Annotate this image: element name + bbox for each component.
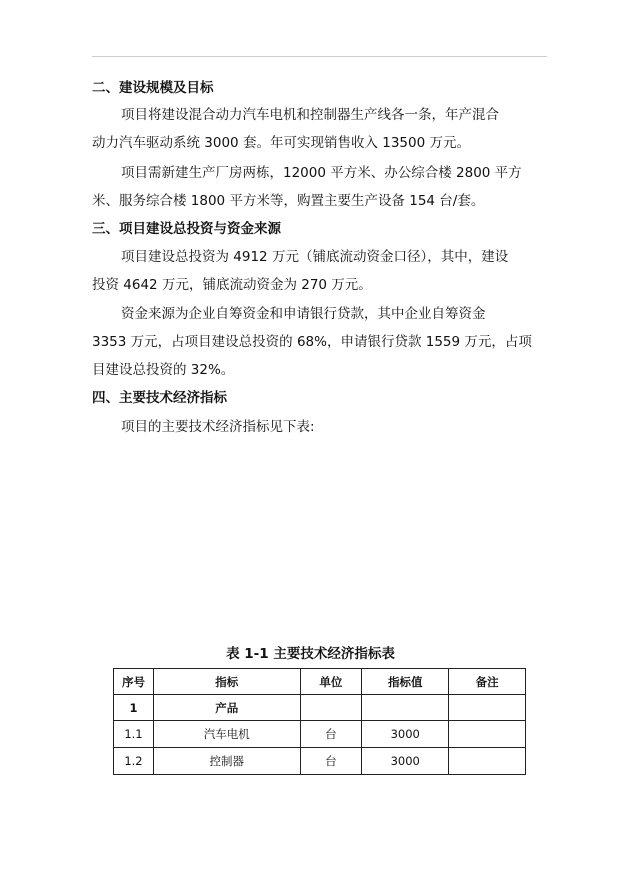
cell-unit: 台 bbox=[300, 721, 362, 748]
table-row bbox=[114, 748, 526, 775]
table-header-row bbox=[114, 669, 526, 695]
header-indicator: 指标 bbox=[153, 669, 300, 695]
section-3-para-2-line-3: 目建设总投资的 32%。 bbox=[92, 362, 235, 378]
cell-unit bbox=[300, 695, 362, 721]
header-value: 指标值 bbox=[362, 669, 449, 695]
header-remark: 备注 bbox=[449, 669, 526, 695]
section-4-heading: 四、主要技术经济指标 bbox=[92, 390, 227, 406]
section-3-para-1-line-2: 投资 4642 万元，铺底流动资金为 270 万元。 bbox=[92, 277, 372, 293]
header-rule bbox=[92, 56, 547, 57]
indicators-table bbox=[113, 668, 526, 775]
section-3-para-2-line-1: 资金来源为企业自筹资金和申请银行贷款，其中企业自筹资金 bbox=[121, 306, 486, 322]
section-3-para-1-line-1: 项目建设总投资为 4912 万元（铺底流动资金口径），其中，建设 bbox=[121, 249, 509, 265]
cell-seq: 1.2 bbox=[114, 748, 154, 775]
section-4-para-1-line-1: 项目的主要技术经济指标见下表: bbox=[121, 419, 315, 435]
cell-remark bbox=[449, 748, 526, 775]
section-3-heading: 三、项目建设总投资与资金来源 bbox=[92, 221, 281, 237]
header-seq: 序号 bbox=[114, 669, 154, 695]
cell-remark bbox=[449, 695, 526, 721]
header-unit: 单位 bbox=[300, 669, 362, 695]
table-row bbox=[114, 695, 526, 721]
cell-value: 3000 bbox=[362, 721, 449, 748]
section-2-para-2-line-1: 项目需新建生产厂房两栋，12000 平方米、办公综合楼 2800 平方 bbox=[121, 165, 522, 181]
cell-seq: 1 bbox=[114, 695, 154, 721]
cell-indicator: 汽车电机 bbox=[153, 721, 300, 748]
cell-value: 3000 bbox=[362, 748, 449, 775]
section-2-para-1-line-1: 项目将建设混合动力汽车电机和控制器生产线各一条，年产混合 bbox=[121, 107, 499, 123]
section-3-para-2-line-2: 3353 万元，占项目建设总投资的 68%，申请银行贷款 1559 万元，占项 bbox=[92, 334, 532, 350]
cell-seq: 1.1 bbox=[114, 721, 154, 748]
table-caption: 表 1-1 主要技术经济指标表 bbox=[226, 646, 395, 662]
section-2-heading: 二、建设规模及目标 bbox=[92, 80, 214, 96]
cell-indicator: 控制器 bbox=[153, 748, 300, 775]
cell-remark bbox=[449, 721, 526, 748]
cell-unit: 台 bbox=[300, 748, 362, 775]
table-row bbox=[114, 721, 526, 748]
cell-indicator: 产品 bbox=[153, 695, 300, 721]
section-2-para-1-line-2: 动力汽车驱动系统 3000 套。年可实现销售收入 13500 万元。 bbox=[92, 135, 470, 151]
section-2-para-2-line-2: 米、服务综合楼 1800 平方米等，购置主要生产设备 154 台/套。 bbox=[92, 193, 485, 209]
cell-value bbox=[362, 695, 449, 721]
